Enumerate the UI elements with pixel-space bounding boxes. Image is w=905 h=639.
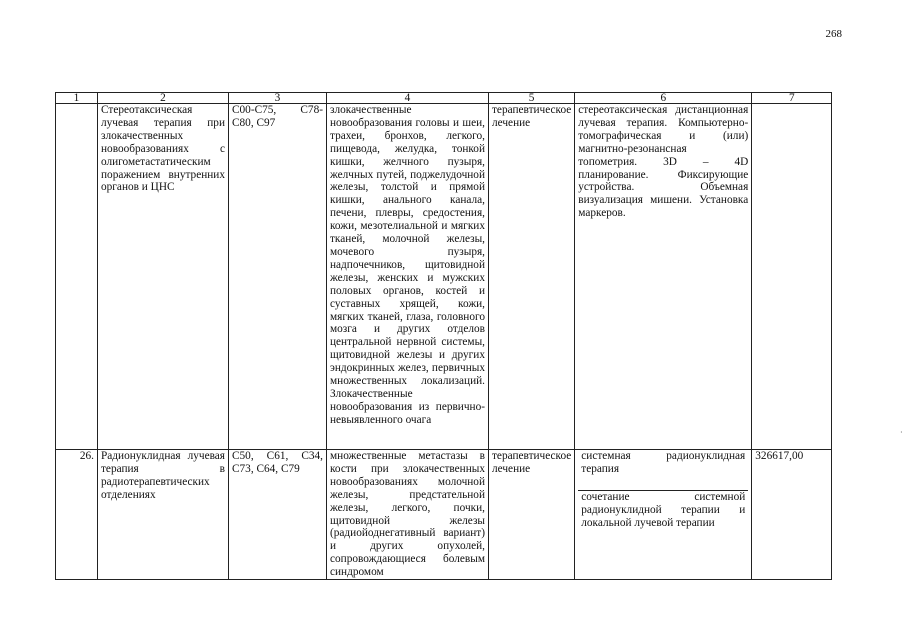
row-number <box>56 104 98 450</box>
patient-model: злокачественные новообразования головы и шеи, трахеи, бронхов, легкого, пищевода, желудка, тонкой кишки, желчного пузыря, желчных путей, поджелудочной железы, толстой и прямой кишки, анального канала, печени, плевры, средостения, кожи, мезотелиальной и мягких тканей, молочной железы, мочевого пузыря, надпочечников, щитовидной железы, женских и мужских половых органов, костей и суставных хрящей, кожи, мягких тканей, глаза, головного мозга и других отделов центральной нервной системы, щитовидной железы и других эндокринных желез, первичных множественных локализаций. Злокачественные новообразования из первично-невыявленного очага <box>327 104 489 450</box>
column-number: 4 <box>327 93 489 104</box>
care-type-name: Радионуклидная лучевая терапия в радиотерапевтических отделениях <box>98 450 229 580</box>
treatment-method: сочетание системной радионуклидной терапии и локальной лучевой терапии <box>578 490 748 530</box>
column-number: 5 <box>489 93 575 104</box>
treatment-type: терапевтическое лечение <box>489 104 575 450</box>
medical-care-table <box>55 92 832 580</box>
icd-codes: C00-C75, C78-C80, C97 <box>229 104 327 450</box>
icd-codes: C50, C61, C34, C73, C64, C79 <box>229 450 327 580</box>
patient-model: множественные метастазы в кости при злокачественных новообразованиях молочной железы, предстательной железы, легкого, почки, щитовидной железы (радиойоднегативный вариант) и других опухолей, сопровождающиеся болевым синдромом <box>327 450 489 580</box>
table-row <box>56 450 832 580</box>
treatment-method-cell <box>575 450 752 580</box>
column-number: 2 <box>98 93 229 104</box>
column-number: 3 <box>229 93 327 104</box>
column-number: 6 <box>575 93 752 104</box>
care-type-name: Стереотаксическая лучевая терапия при злокачественных новообразованиях с олигометастатическим поражением внутренних органов и ЦНС <box>98 104 229 450</box>
cost-value: 326617,00 <box>752 450 832 580</box>
column-number-row <box>56 93 832 104</box>
column-number: 1 <box>56 93 98 104</box>
row-number: 26. <box>56 450 98 580</box>
treatment-type: терапевтическое лечение <box>489 450 575 580</box>
scan-mark: · <box>900 428 903 437</box>
treatment-method: стереотаксическая дистанционная лучевая терапия. Компьютерно-томографическая и (или) магнитно-резонансная топометрия. 3D – 4D планирование. Фиксирующие устройства. Объемная визуализация мишени. Установка маркеров. <box>575 104 752 450</box>
table-row <box>56 104 832 450</box>
cost-value <box>752 104 832 450</box>
page-number: 268 <box>825 28 842 40</box>
column-number: 7 <box>752 93 832 104</box>
treatment-method: системная радионуклидная терапия <box>581 450 746 475</box>
